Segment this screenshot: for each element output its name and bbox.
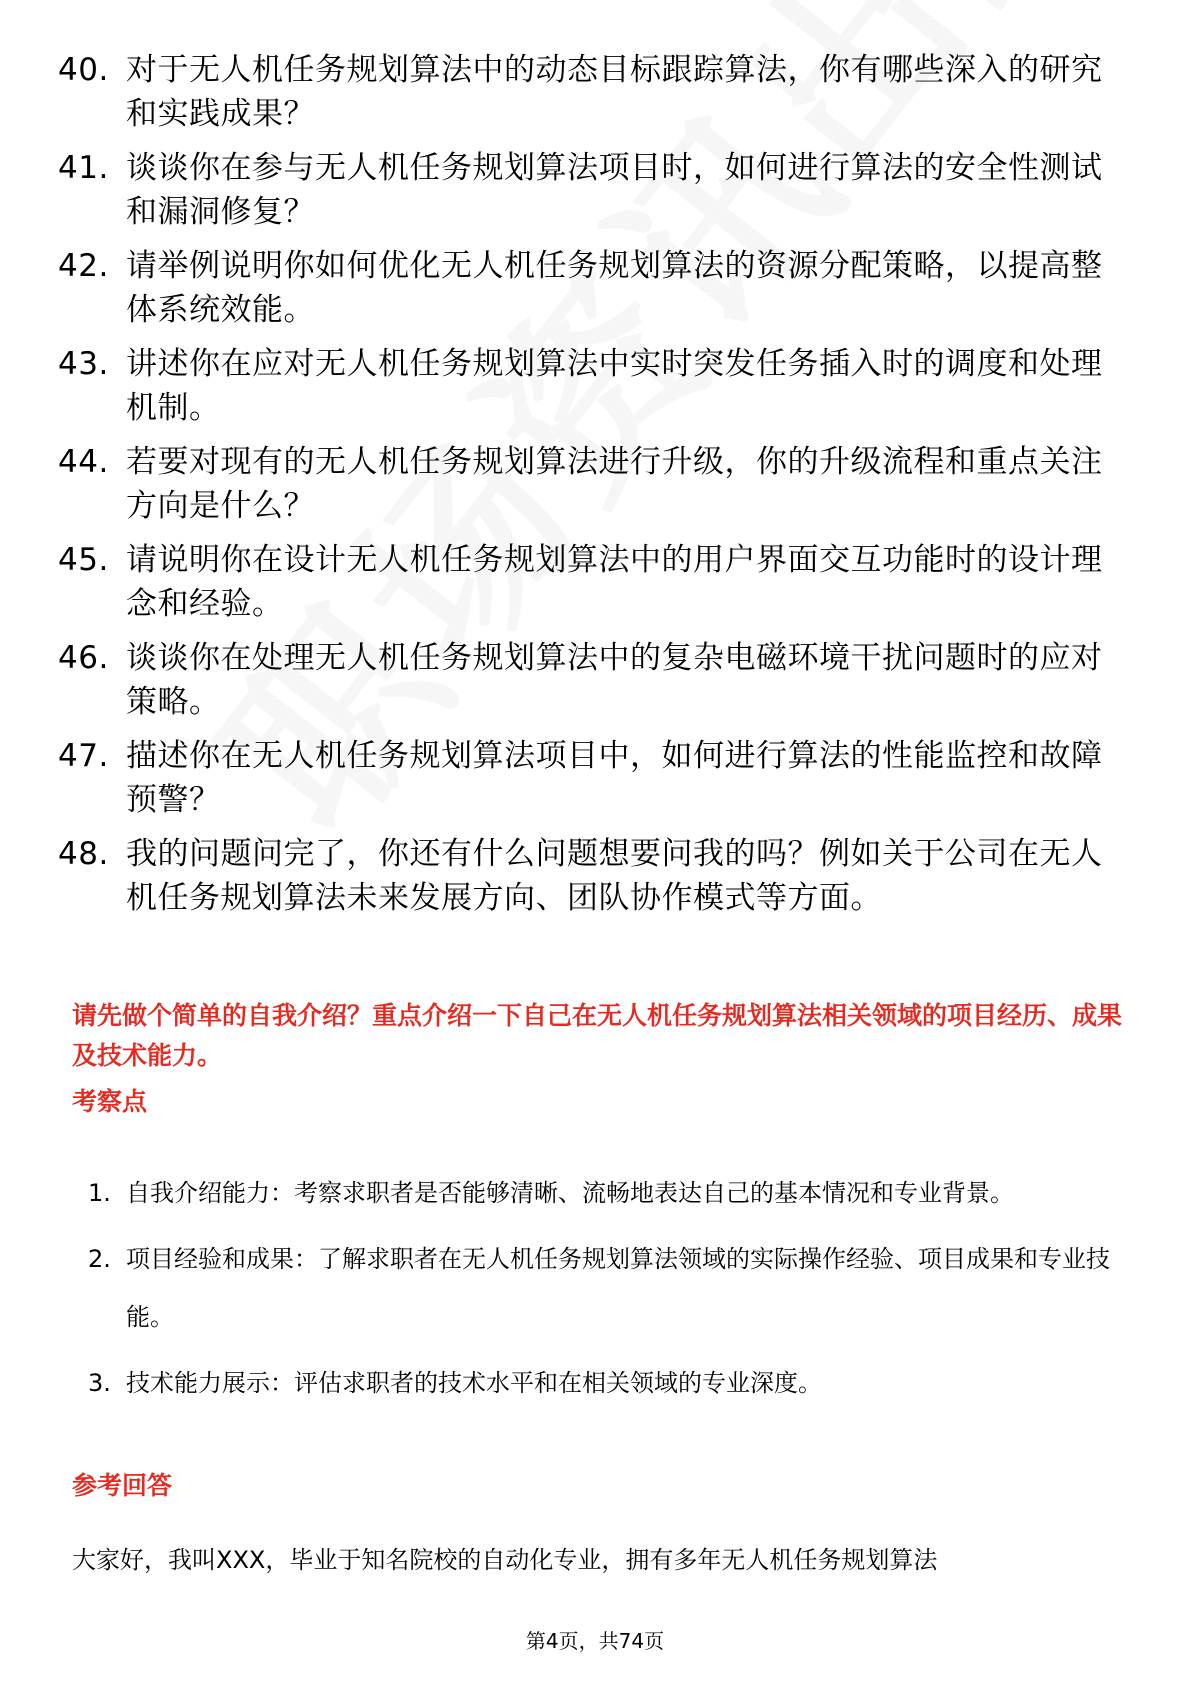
question-text: 讲述你在应对无人机任务规划算法中实时突发任务插入时的调度和处理机制。 xyxy=(126,346,1103,426)
reference-answer: 大家好，我叫XXX，毕业于知名院校的自动化专业，拥有多年无人机任务规划算法 xyxy=(72,1546,938,1574)
point-text: 自我介绍能力：考察求职者是否能够清晰、流畅地表达自己的基本情况和专业背景。 xyxy=(126,1179,1014,1207)
question-text: 请说明你在设计无人机任务规划算法中的用户界面交互功能时的设计理念和经验。 xyxy=(126,542,1103,622)
question-item xyxy=(58,538,1118,626)
question-item xyxy=(58,636,1118,724)
question-number: 43. xyxy=(58,346,109,382)
interview-topic: 请先做个简单的自我介绍？重点介绍一下自己在无人机任务规划算法相关领域的项目经历、成果及技术能力。 xyxy=(72,1001,1123,1070)
reference-heading: 参考回答 xyxy=(72,1471,173,1500)
assessment-points xyxy=(88,1164,1118,1420)
question-item xyxy=(58,440,1118,528)
question-text: 若要对现有的无人机任务规划算法进行升级，你的升级流程和重点关注方向是什么？ xyxy=(126,444,1103,524)
question-text: 我的问题问完了，你还有什么问题想要问我的吗？例如关于公司在无人机任务规划算法未来发展方向、团队协作模式等方面。 xyxy=(126,836,1103,916)
question-number: 48. xyxy=(58,836,109,872)
point-text: 项目经验和成果：了解求职者在无人机任务规划算法领域的实际操作经验、项目成果和专业技能。 xyxy=(126,1245,1110,1331)
point-number: 1. xyxy=(88,1179,111,1207)
question-text: 谈谈你在处理无人机任务规划算法中的复杂电磁环境干扰问题时的应对策略。 xyxy=(126,640,1103,720)
point-number: 2. xyxy=(88,1245,111,1273)
question-number: 42. xyxy=(58,248,109,284)
question-text: 请举例说明你如何优化无人机任务规划算法的资源分配策略，以提高整体系统效能。 xyxy=(126,248,1103,328)
question-item xyxy=(58,734,1118,822)
question-item xyxy=(58,244,1118,332)
question-number: 40. xyxy=(58,52,109,88)
assessment-point xyxy=(88,1354,1118,1412)
question-item xyxy=(58,832,1118,920)
point-text: 技术能力展示：评估求职者的技术水平和在相关领域的专业深度。 xyxy=(126,1369,822,1397)
question-text: 描述你在无人机任务规划算法项目中，如何进行算法的性能监控和故障预警？ xyxy=(126,738,1103,818)
question-number: 45. xyxy=(58,542,109,578)
point-number: 3. xyxy=(88,1369,111,1397)
question-item xyxy=(58,146,1118,234)
question-number: 44. xyxy=(58,444,109,480)
question-number: 41. xyxy=(58,150,109,186)
assessment-point xyxy=(88,1230,1118,1346)
question-text: 谈谈你在参与无人机任务规划算法项目时，如何进行算法的安全性测试和漏洞修复？ xyxy=(126,150,1103,230)
assessment-point xyxy=(88,1164,1118,1222)
question-number: 47. xyxy=(58,738,109,774)
assessment-heading: 考察点 xyxy=(72,1087,148,1116)
page-footer: 第4页，共74页 xyxy=(525,1629,665,1653)
question-item xyxy=(58,342,1118,430)
question-number: 46. xyxy=(58,640,109,676)
question-text: 对于无人机任务规划算法中的动态目标跟踪算法，你有哪些深入的研究和实践成果？ xyxy=(126,52,1103,132)
question-list xyxy=(58,48,1118,930)
question-item xyxy=(58,48,1118,136)
